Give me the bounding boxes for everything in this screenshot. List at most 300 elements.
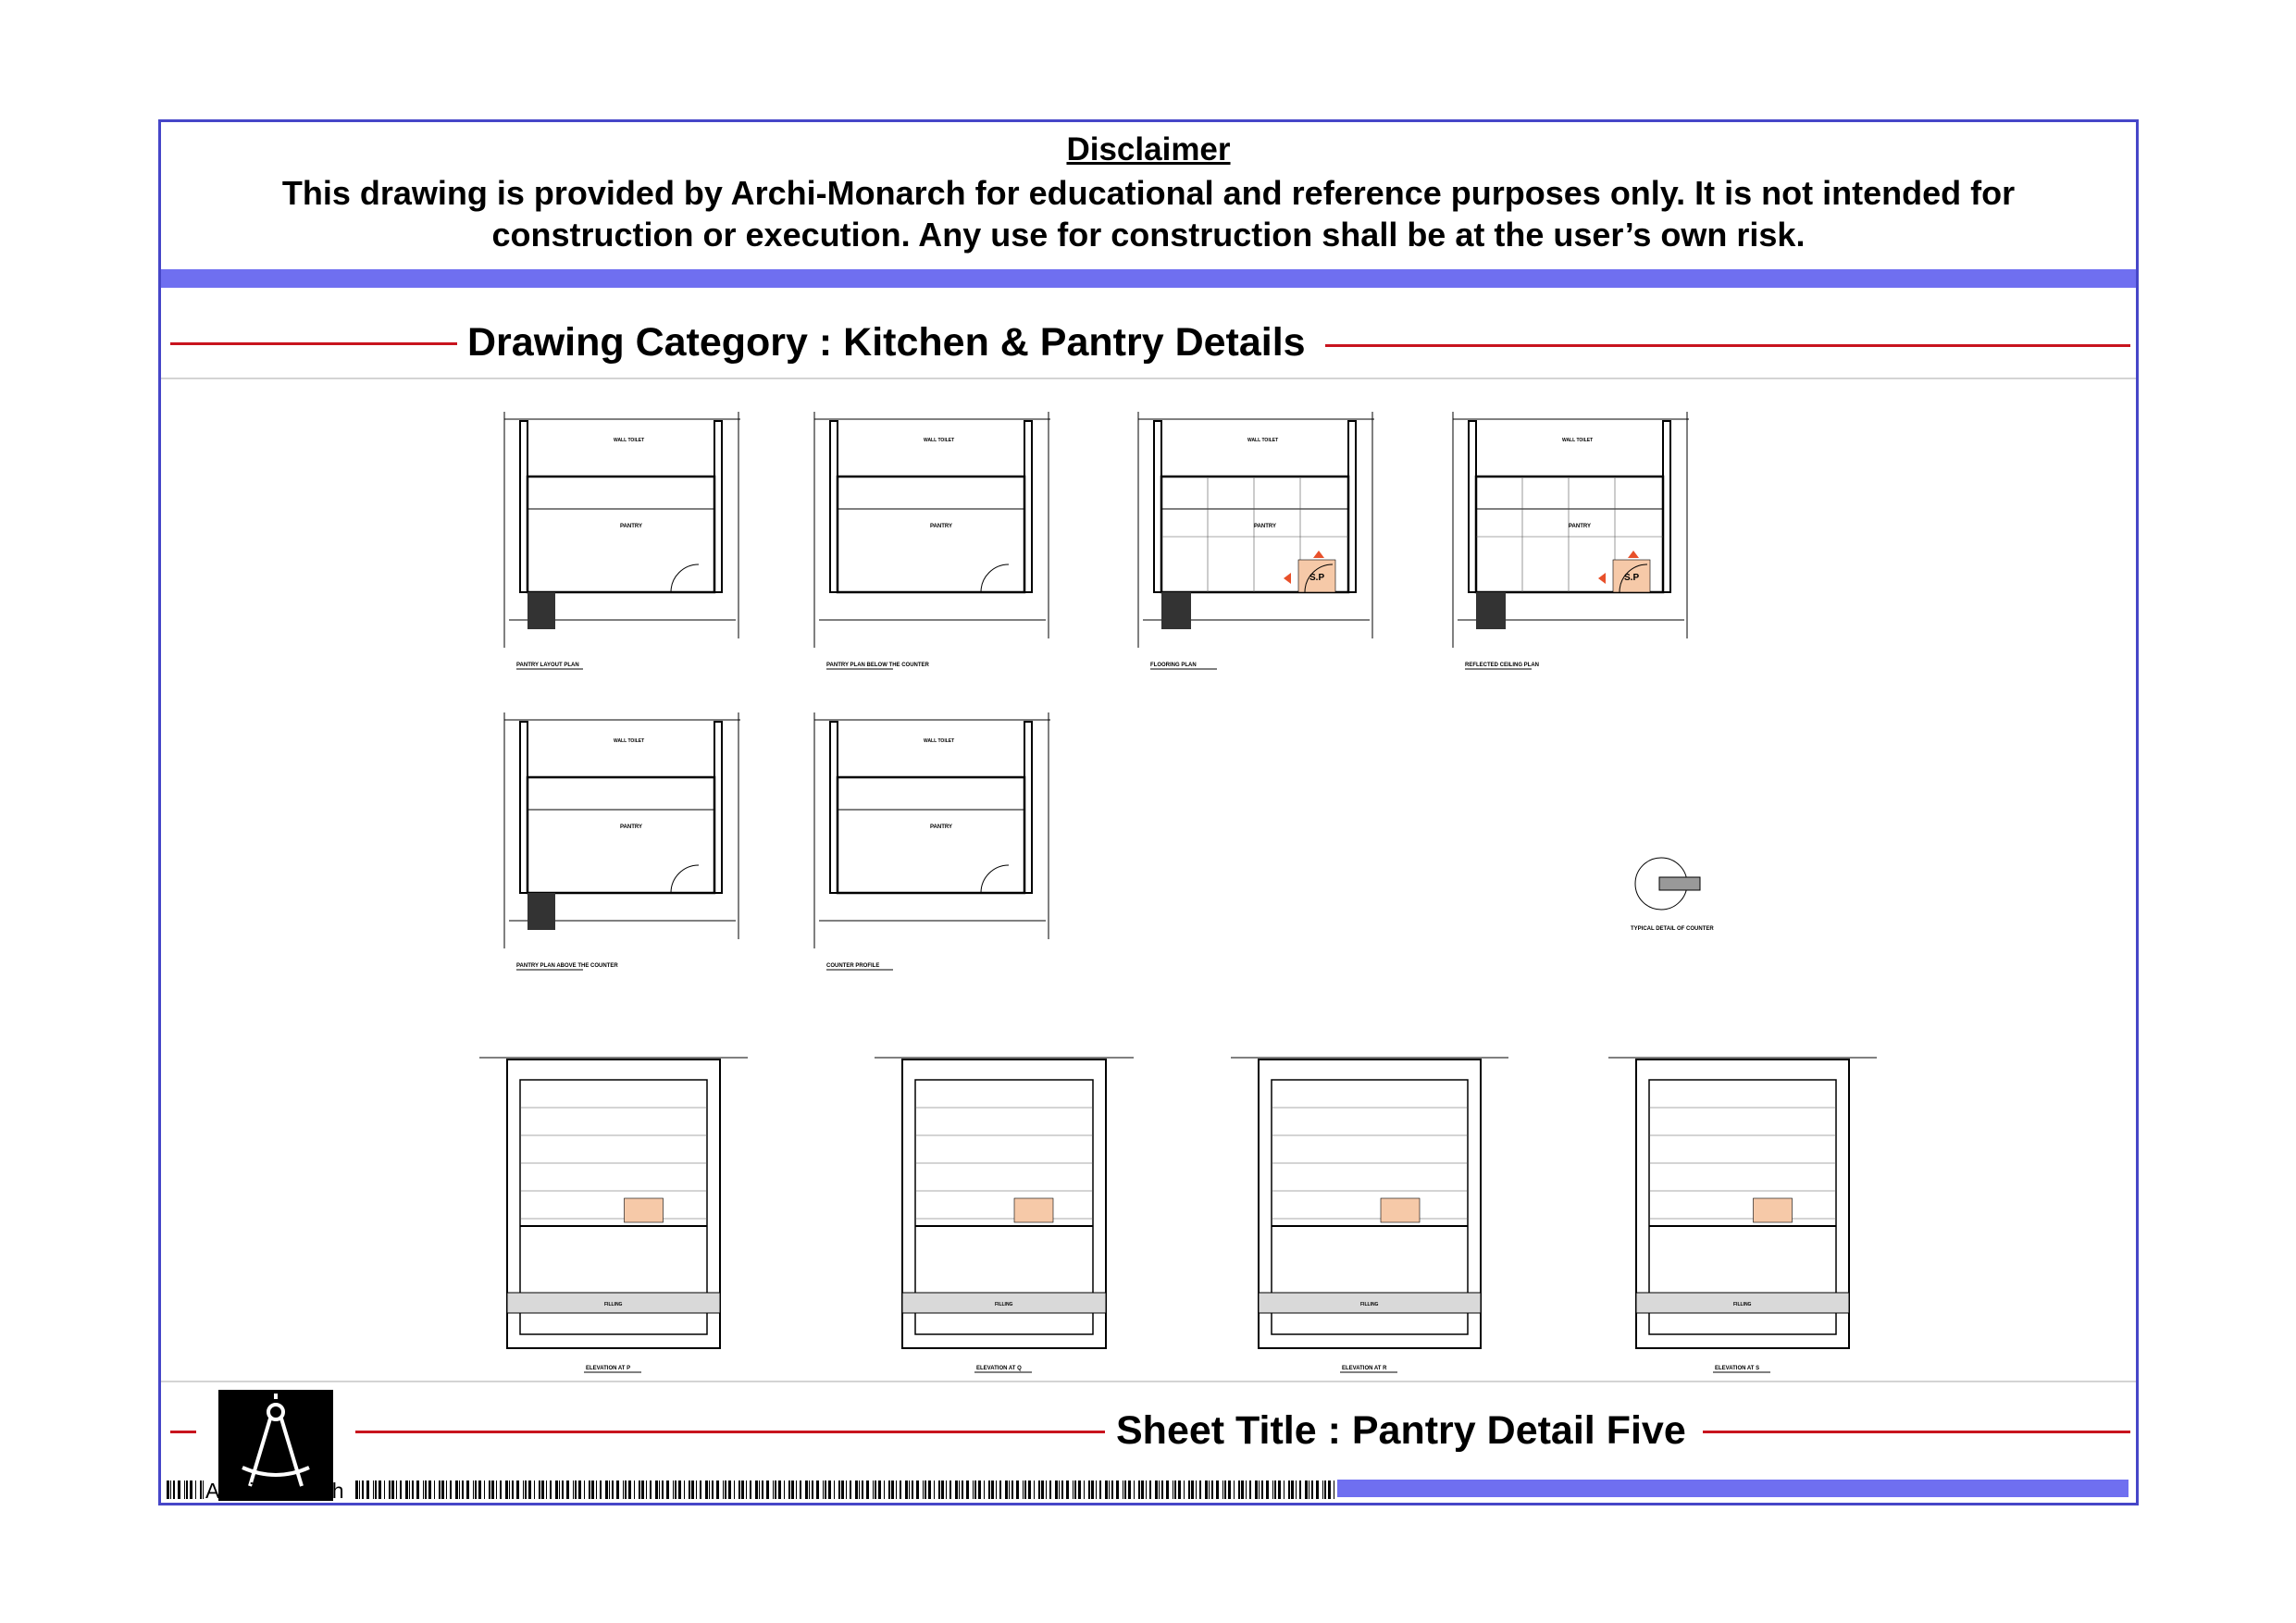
barcode-bar [750, 1481, 751, 1499]
barcode-bar [591, 1481, 594, 1499]
sp-panel [1381, 1198, 1420, 1222]
barcode-bar [1016, 1481, 1019, 1499]
barcode-bar [578, 1481, 581, 1499]
barcode-bar [850, 1481, 851, 1499]
barcode-bar [650, 1481, 652, 1499]
barcode-bar [875, 1481, 876, 1499]
barcode-left [167, 1481, 204, 1499]
barcode-bar [1074, 1481, 1076, 1499]
barcode-bar [978, 1481, 981, 1499]
barcode-bar [1288, 1481, 1290, 1499]
barcode-bar [605, 1481, 608, 1499]
barcode-bar [1255, 1481, 1258, 1499]
barcode-bar [700, 1481, 701, 1499]
barcode-bar [759, 1481, 760, 1499]
barcode-bar [1196, 1481, 1197, 1499]
barcode-bar [925, 1481, 926, 1499]
barcode-bar [788, 1481, 790, 1499]
plan-caption: PANTRY PLAN ABOVE THE COUNTER [516, 963, 618, 969]
barcode-bar [712, 1481, 714, 1499]
arrow-up-icon [1628, 551, 1639, 558]
barcode-bar [600, 1481, 602, 1499]
barcode-bar [1191, 1481, 1194, 1499]
barcode-bar [539, 1481, 540, 1499]
barcode-bar [959, 1481, 960, 1499]
barcode-bar [1055, 1481, 1058, 1499]
barcode-bar [516, 1481, 519, 1499]
barcode-bar [678, 1481, 681, 1499]
barcode-bar [888, 1481, 890, 1499]
barcode-bar [812, 1481, 813, 1499]
barcode-bar [705, 1481, 708, 1499]
barcode-bar [170, 1481, 171, 1499]
barcode-bar [190, 1481, 192, 1499]
barcode-bar [1266, 1481, 1269, 1499]
elevation-caption: ELEVATION AT P [586, 1366, 631, 1371]
barcode-bar [1034, 1481, 1035, 1499]
barcode-bar [1146, 1481, 1147, 1499]
pantry-label: PANTRY [620, 524, 642, 529]
barcode-bar [773, 1481, 774, 1499]
barcode-bar [173, 1481, 175, 1499]
door-swing [981, 865, 1009, 893]
barcode-bar [838, 1481, 840, 1499]
barcode-bar [916, 1481, 919, 1499]
barcode-bar [999, 1481, 1001, 1499]
door-swing [671, 564, 699, 592]
room-outline [838, 477, 1024, 592]
barcode-bar [1316, 1481, 1319, 1499]
elevation-caption: ELEVATION AT R [1342, 1366, 1387, 1371]
plan-caption: PANTRY LAYOUT PLAN [516, 663, 579, 668]
elevation-1 [479, 1058, 748, 1372]
barcode-bar [991, 1481, 994, 1499]
barcode-bar [639, 1481, 640, 1499]
barcode-strip [355, 1481, 1334, 1499]
sp-panel [1014, 1198, 1053, 1222]
barcode-bar [1296, 1481, 1297, 1499]
barcode-bar [1234, 1481, 1235, 1499]
barcode-bar [800, 1481, 801, 1499]
barcode-bar [1155, 1481, 1158, 1499]
barcode-bar [949, 1481, 951, 1499]
barcode-bar [459, 1481, 460, 1499]
room-outline [527, 777, 714, 893]
pantry-label: PANTRY [930, 524, 952, 529]
barcode-bar [866, 1481, 869, 1499]
disclaimer-line-2: construction or execution. Any use for construction shall be at the user’s own risk. [491, 216, 1806, 254]
column [1476, 592, 1506, 629]
barcode-bar [1188, 1481, 1190, 1499]
barcode-bar [1105, 1481, 1108, 1499]
footer-rule-right [1703, 1431, 2130, 1433]
wall-label: WALL TOILET [1562, 438, 1594, 443]
barcode-bar [203, 1481, 204, 1499]
barcode-bar [900, 1481, 901, 1499]
barcode-bar [1091, 1481, 1094, 1499]
barcode-bar [1311, 1481, 1313, 1499]
barcode-bar [359, 1481, 360, 1499]
barcode-bar [738, 1481, 740, 1499]
disclaimer-title: Disclaimer [1066, 131, 1231, 167]
barcode-bar [816, 1481, 819, 1499]
footer-separator [161, 1381, 2136, 1382]
barcode-bar [734, 1481, 735, 1499]
barcode-bar [846, 1481, 847, 1499]
barcode-bar [466, 1481, 469, 1499]
sp-label: S.P [1309, 573, 1325, 583]
door-swing [981, 564, 1009, 592]
barcode-bar [834, 1481, 835, 1499]
barcode-bar [673, 1481, 674, 1499]
barcode-bar [659, 1481, 660, 1499]
barcode-bar [428, 1481, 431, 1499]
barcode-bar [746, 1481, 747, 1499]
barcode-bar [623, 1481, 624, 1499]
barcode-bar [634, 1481, 635, 1499]
barcode-bar [1246, 1481, 1247, 1499]
sp-panel [625, 1198, 664, 1222]
barcode-bar [646, 1481, 647, 1499]
barcode-bar [823, 1481, 824, 1499]
elevation-caption: ELEVATION AT S [1715, 1366, 1760, 1371]
barcode-bar [841, 1481, 844, 1499]
barcode-bar [489, 1481, 490, 1499]
barcode-bar [550, 1481, 552, 1499]
barcode-bar [178, 1481, 180, 1499]
column [1161, 592, 1191, 629]
barcode-bar [1141, 1481, 1144, 1499]
disclaimer-line-1: This drawing is provided by Archi-Monarch for educational and reference purposes only. It is not intended for [281, 174, 2016, 212]
barcode-bar [766, 1481, 769, 1499]
barcode-bar [1161, 1481, 1163, 1499]
barcode-bar [1138, 1481, 1140, 1499]
barcode-bar [566, 1481, 569, 1499]
counter-section [1659, 877, 1700, 890]
barcode-bar [355, 1481, 358, 1499]
barcode-bar [200, 1481, 202, 1499]
wall-label: WALL TOILET [1247, 438, 1279, 443]
barcode-bar [909, 1481, 910, 1499]
barcode-bar [1028, 1481, 1031, 1499]
barcode-bar [589, 1481, 590, 1499]
barcode-bar [450, 1481, 452, 1499]
barcode-bar [973, 1481, 974, 1499]
barcode-bar [1284, 1481, 1285, 1499]
wall-label: WALL TOILET [924, 438, 955, 443]
barcode-bar [941, 1481, 944, 1499]
barcode-bar [555, 1481, 558, 1499]
elevation-4 [1608, 1058, 1877, 1372]
barcode-bar [1305, 1481, 1308, 1499]
filling-label: FILLING [604, 1302, 623, 1307]
barcode-bar [1046, 1481, 1047, 1499]
barcode-bar [891, 1481, 894, 1499]
barcode-bar [525, 1481, 527, 1499]
barcode-bar [996, 1481, 997, 1499]
barcode-bar [375, 1481, 377, 1499]
barcode-bar [405, 1481, 408, 1499]
room-outline [838, 777, 1024, 893]
barcode-bar [195, 1481, 196, 1499]
barcode-bar [775, 1481, 776, 1499]
barcode-bar [974, 1481, 976, 1499]
barcode-bar [389, 1481, 391, 1499]
barcode-bar [412, 1481, 414, 1499]
brand-name: Archi-Monarch [205, 1479, 344, 1503]
barcode-bar [575, 1481, 577, 1499]
barcode-bar [391, 1481, 394, 1499]
barcode-bar [1241, 1481, 1244, 1499]
barcode-bar [955, 1481, 958, 1499]
barcode-bar [1084, 1481, 1085, 1499]
barcode-bar [666, 1481, 669, 1499]
plan-3 [1138, 412, 1374, 669]
barcode-bar [434, 1481, 435, 1499]
barcode-bar [362, 1481, 364, 1499]
barcode-bar [1073, 1481, 1074, 1499]
pantry-label: PANTRY [930, 824, 952, 830]
wall-label: WALL TOILET [924, 738, 955, 744]
barcode-bar [1209, 1481, 1210, 1499]
plan-5 [504, 712, 740, 970]
barcode-bar [1066, 1481, 1069, 1499]
barcode-bar [862, 1481, 863, 1499]
pantry-label: PANTRY [1569, 524, 1591, 529]
barcode-bar [1061, 1481, 1063, 1499]
barcode-bar [512, 1481, 514, 1499]
barcode-bar [1272, 1481, 1273, 1499]
barcode-bar [809, 1481, 810, 1499]
barcode-bar [988, 1481, 990, 1499]
barcode-bar [612, 1481, 614, 1499]
pantry-label: PANTRY [1254, 524, 1276, 529]
barcode-bar [905, 1481, 908, 1499]
filling-label: FILLING [1360, 1302, 1379, 1307]
barcode-bar [662, 1481, 664, 1499]
barcode-bar [1116, 1481, 1119, 1499]
filling-label: FILLING [1733, 1302, 1752, 1307]
barcode-bar [962, 1481, 963, 1499]
drawing-category: Drawing Category : Kitchen & Pantry Details [467, 320, 1306, 365]
barcode-bar [1005, 1481, 1008, 1499]
barcode-bar [1159, 1481, 1160, 1499]
barcode-bar [689, 1481, 690, 1499]
barcode-bar [1088, 1481, 1090, 1499]
barcode-bar [609, 1481, 610, 1499]
barcode-bar [1278, 1481, 1281, 1499]
barcode-bar [912, 1481, 913, 1499]
barcode-bar [1228, 1481, 1231, 1499]
barcode-bar [1059, 1481, 1060, 1499]
barcode-bar [946, 1481, 947, 1499]
barcode-bar [167, 1481, 169, 1499]
arrow-up-icon [1313, 551, 1324, 558]
plan-1 [504, 412, 740, 669]
barcode-bar [1174, 1481, 1176, 1499]
barcode-bar [496, 1481, 497, 1499]
barcode-bar [373, 1481, 374, 1499]
column [527, 592, 555, 629]
barcode-bar [825, 1481, 826, 1499]
barcode-bar [755, 1481, 758, 1499]
barcode-bar [184, 1481, 185, 1499]
plan-drawings [504, 412, 1689, 970]
barcode-bar [828, 1481, 831, 1499]
barcode-bar [696, 1481, 697, 1499]
barcode-bar [1011, 1481, 1013, 1499]
barcode-bar [655, 1481, 658, 1499]
barcode-bar [1041, 1481, 1044, 1499]
door-swing [671, 865, 699, 893]
barcode-bar [475, 1481, 477, 1499]
barcode-bar [523, 1481, 524, 1499]
arrow-left-icon [1598, 573, 1606, 584]
barcode-bar [534, 1481, 535, 1499]
barcode-bar [1299, 1481, 1301, 1499]
barcode-bar [1024, 1481, 1026, 1499]
barcode-bar [484, 1481, 485, 1499]
barcode-bar [628, 1481, 631, 1499]
barcode-bar [855, 1481, 858, 1499]
barcode-bar [625, 1481, 627, 1499]
barcode-bar [1111, 1481, 1113, 1499]
arrow-left-icon [1284, 573, 1291, 584]
barcode-bar [1216, 1481, 1219, 1499]
barcode-bar [366, 1481, 369, 1499]
barcode-bar [186, 1481, 188, 1499]
barcode-bar [1211, 1481, 1213, 1499]
barcode-bar [709, 1481, 710, 1499]
barcode-bar [455, 1481, 458, 1499]
barcode-bar [379, 1481, 381, 1499]
barcode-bar [562, 1481, 564, 1499]
detail-caption: TYPICAL DETAIL OF COUNTER [1631, 926, 1714, 932]
barcode-bar [416, 1481, 419, 1499]
barcode-bar [716, 1481, 719, 1499]
barcode-bar [1205, 1481, 1208, 1499]
barcode-bar [439, 1481, 441, 1499]
barcode-bar [884, 1481, 885, 1499]
barcode-bar [873, 1481, 874, 1499]
barcode-bar [723, 1481, 724, 1499]
barcode-bar [1128, 1481, 1131, 1499]
barcode-bar [938, 1481, 940, 1499]
barcode-bar [966, 1481, 969, 1499]
barcode-bar [546, 1481, 547, 1499]
barcode-bar [1199, 1481, 1201, 1499]
barcode-bar [541, 1481, 544, 1499]
plan-6 [814, 712, 1050, 970]
barcode-bar [778, 1481, 781, 1499]
barcode-bar [934, 1481, 935, 1499]
barcode-bar [478, 1481, 481, 1499]
barcode-bar [1023, 1481, 1024, 1499]
filling-label: FILLING [995, 1302, 1013, 1307]
footer-rule-left [355, 1431, 1105, 1433]
barcode-bar [1178, 1481, 1181, 1499]
barcode-bar [1259, 1481, 1260, 1499]
barcode-bar [784, 1481, 785, 1499]
barcode-bar [1328, 1481, 1331, 1499]
barcode-bar [423, 1481, 424, 1499]
pantry-label: PANTRY [620, 824, 642, 830]
barcode-bar [384, 1481, 385, 1499]
plan-4 [1453, 412, 1689, 669]
barcode-bar [725, 1481, 726, 1499]
barcode-bar [1322, 1481, 1323, 1499]
barcode-bar [505, 1481, 508, 1499]
barcode-bar [741, 1481, 744, 1499]
barcode-bar [584, 1481, 585, 1499]
wall-label: WALL TOILET [614, 438, 645, 443]
barcode-bar [1149, 1481, 1151, 1499]
barcode-bar [446, 1481, 447, 1499]
sp-label: S.P [1624, 573, 1640, 583]
plan-caption: COUNTER PROFILE [826, 963, 880, 969]
footer-rule-stub [170, 1431, 196, 1433]
barcode-bar [462, 1481, 464, 1499]
sp-panel [1754, 1198, 1793, 1222]
plan-2 [814, 412, 1050, 669]
barcode-bar [559, 1481, 560, 1499]
barcode-bar [1038, 1481, 1040, 1499]
barcode-bar [1109, 1481, 1110, 1499]
barcode-bar [675, 1481, 676, 1499]
barcode-bar [1078, 1481, 1081, 1499]
barcode-bar [509, 1481, 510, 1499]
barcode-bar [641, 1481, 644, 1499]
plan-caption: REFLECTED CEILING PLAN [1465, 663, 1540, 668]
plan-caption: FLOORING PLAN [1150, 663, 1197, 668]
barcode-bar [616, 1481, 619, 1499]
barcode-bar [1134, 1481, 1135, 1499]
barcode-bar [500, 1481, 502, 1499]
barcode-bar [896, 1481, 897, 1499]
barcode-bar [923, 1481, 924, 1499]
barcode-bar [878, 1481, 881, 1499]
barcode-bar [796, 1481, 797, 1499]
barcode-bar [409, 1481, 410, 1499]
barcode-bar [762, 1481, 763, 1499]
barcode-bar [1166, 1481, 1169, 1499]
barcode-bar [1274, 1481, 1276, 1499]
barcode-bar [1249, 1481, 1251, 1499]
sheet-title: Sheet Title : Pantry Detail Five [1116, 1408, 1686, 1453]
barcode-bar [791, 1481, 794, 1499]
barcode-bar [859, 1481, 860, 1499]
barcode-bar [400, 1481, 402, 1499]
barcode-bar [1261, 1481, 1263, 1499]
elevation-3 [1231, 1058, 1508, 1372]
barcode-bar [928, 1481, 931, 1499]
barcode-bar [396, 1481, 397, 1499]
barcode-bar [1099, 1481, 1101, 1499]
barcode-bar [1224, 1481, 1226, 1499]
barcode-bar [425, 1481, 427, 1499]
elevation-2 [875, 1058, 1134, 1372]
barcode-bar [1291, 1481, 1294, 1499]
wall-label: WALL TOILET [614, 738, 645, 744]
plan-caption: PANTRY PLAN BELOW THE COUNTER [826, 663, 929, 668]
column [527, 893, 555, 930]
barcode-bar [1049, 1481, 1051, 1499]
barcode-bar [728, 1481, 731, 1499]
barcode-bar [1238, 1481, 1240, 1499]
barcode-bar [1324, 1481, 1326, 1499]
barcode-bar [573, 1481, 574, 1499]
counter-detail [1631, 858, 1714, 932]
